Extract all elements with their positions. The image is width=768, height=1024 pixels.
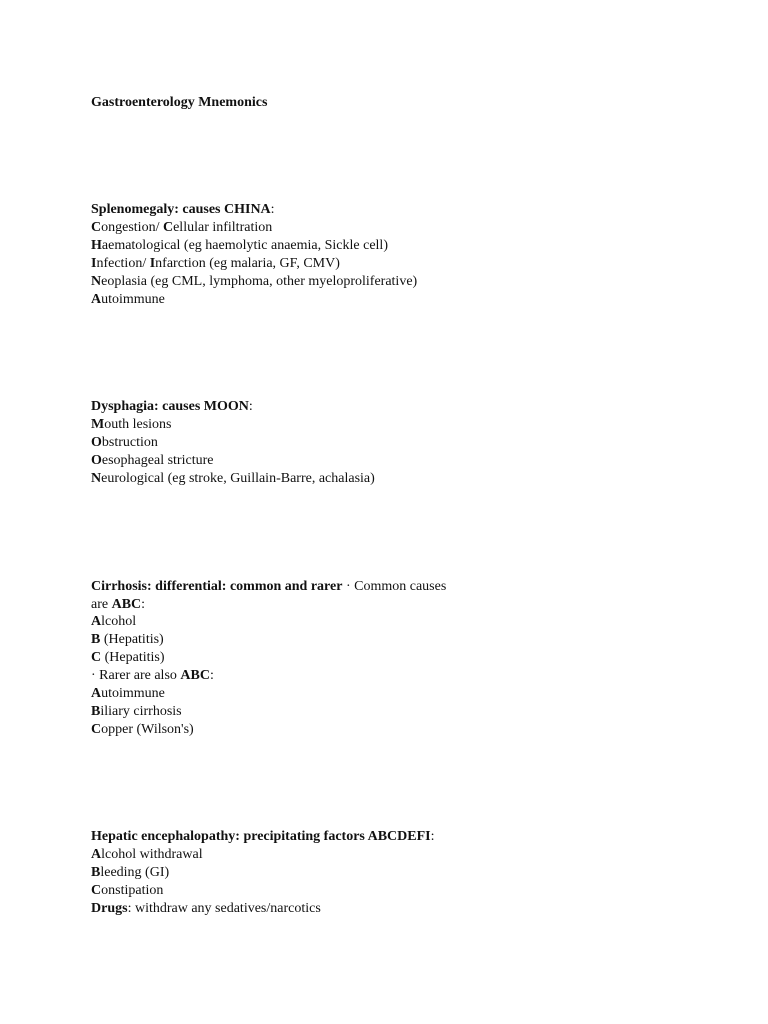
list-item bbox=[91, 649, 165, 667]
mnemonic-letter: C bbox=[162, 220, 174, 235]
section-heading-suffix: : bbox=[270, 202, 275, 217]
mnemonic-letter: A bbox=[91, 847, 102, 862]
item-text: iliary cirrhosis bbox=[100, 704, 182, 719]
mnemonic-letter: H bbox=[91, 238, 102, 253]
section-heading-suffix: : bbox=[248, 399, 253, 414]
document-title: Gastroenterology Mnemonics bbox=[91, 95, 268, 110]
mnemonic-letter: D bbox=[91, 901, 102, 916]
item-text: nfection/ bbox=[96, 256, 150, 271]
item-text: : withdraw any sedatives/narcotics bbox=[127, 901, 321, 916]
section-heading-suffix: : bbox=[430, 829, 435, 844]
mnemonic-letter: ABC bbox=[111, 597, 142, 612]
mnemonic-letter: N bbox=[91, 274, 102, 289]
list-item bbox=[91, 900, 321, 918]
section-heading-text: Cirrhosis: differential: common and rarer bbox=[91, 579, 343, 594]
list-item bbox=[91, 416, 172, 434]
list-item bbox=[91, 846, 203, 864]
mnemonic-letter: O bbox=[91, 453, 102, 468]
list-item bbox=[91, 864, 169, 882]
item-text: nfarction (eg malaria, GF, CMV) bbox=[155, 256, 340, 271]
list-item bbox=[91, 219, 272, 237]
list-item bbox=[91, 470, 375, 488]
item-text: eoplasia (eg CML, lymphoma, other myeloproliferative) bbox=[101, 274, 418, 289]
section-heading-text: Hepatic encephalopathy: precipitating factors ABCDEFI bbox=[91, 829, 431, 844]
list-item bbox=[91, 613, 136, 631]
list-item bbox=[91, 882, 163, 900]
mnemonic-letter: A bbox=[91, 292, 102, 307]
section-heading-text: Splenomegaly: causes CHINA bbox=[91, 202, 271, 217]
list-item bbox=[91, 452, 213, 470]
mnemonic-letter: rugs bbox=[101, 901, 128, 916]
item-text: · Rarer are also bbox=[91, 668, 181, 683]
mnemonic-letter: O bbox=[91, 435, 102, 450]
mnemonic-letter: M bbox=[91, 417, 105, 432]
item-text: are bbox=[91, 597, 112, 612]
list-item bbox=[91, 667, 214, 685]
item-text: lcohol withdrawal bbox=[101, 847, 203, 862]
section-heading bbox=[91, 578, 446, 596]
list-item bbox=[91, 291, 165, 309]
section-heading bbox=[91, 398, 253, 416]
item-text: utoimmune bbox=[101, 686, 165, 701]
mnemonic-letter: I bbox=[149, 256, 156, 271]
mnemonic-letter: ABC bbox=[180, 668, 210, 683]
item-text: : bbox=[141, 597, 146, 612]
list-item bbox=[91, 273, 417, 291]
mnemonic-letter: I bbox=[91, 256, 97, 271]
section-heading bbox=[91, 201, 275, 219]
item-text: esophageal stricture bbox=[101, 453, 214, 468]
mnemonic-letter: C bbox=[91, 722, 102, 737]
mnemonic-letter: B bbox=[91, 704, 101, 719]
mnemonic-letter: B bbox=[91, 865, 101, 880]
section-heading bbox=[91, 828, 435, 846]
mnemonic-letter: A bbox=[91, 686, 102, 701]
list-item bbox=[91, 434, 158, 452]
list-item bbox=[91, 685, 165, 703]
list-item bbox=[91, 721, 194, 739]
mnemonic-letter: A bbox=[91, 614, 102, 629]
list-item bbox=[91, 703, 182, 721]
list-item bbox=[91, 631, 164, 649]
item-text: (Hepatitis) bbox=[101, 650, 165, 665]
mnemonic-letter: B bbox=[91, 632, 101, 647]
list-item bbox=[91, 596, 145, 614]
section-heading-suffix: · Common causes bbox=[342, 579, 447, 594]
item-text: (Hepatitis) bbox=[100, 632, 164, 647]
list-item bbox=[91, 237, 388, 255]
item-text: aematological (eg haemolytic anaemia, Sickle cell) bbox=[101, 238, 388, 253]
mnemonic-letter: C bbox=[91, 883, 102, 898]
mnemonic-letter: N bbox=[91, 471, 102, 486]
mnemonic-letter: C bbox=[91, 220, 102, 235]
mnemonic-letter: C bbox=[91, 650, 102, 665]
item-text: eurological (eg stroke, Guillain-Barre, achalasia) bbox=[101, 471, 375, 486]
item-text: outh lesions bbox=[104, 417, 172, 432]
section-heading-text: Dysphagia: causes MOON bbox=[91, 399, 249, 414]
item-text: leeding (GI) bbox=[100, 865, 170, 880]
item-text: ellular infiltration bbox=[173, 220, 273, 235]
item-text: utoimmune bbox=[101, 292, 165, 307]
item-text: ongestion/ bbox=[101, 220, 163, 235]
item-text: onstipation bbox=[101, 883, 164, 898]
item-text: opper (Wilson's) bbox=[101, 722, 194, 737]
list-item bbox=[91, 255, 340, 273]
item-text: : bbox=[209, 668, 214, 683]
item-text: lcohol bbox=[101, 614, 137, 629]
item-text: bstruction bbox=[101, 435, 158, 450]
